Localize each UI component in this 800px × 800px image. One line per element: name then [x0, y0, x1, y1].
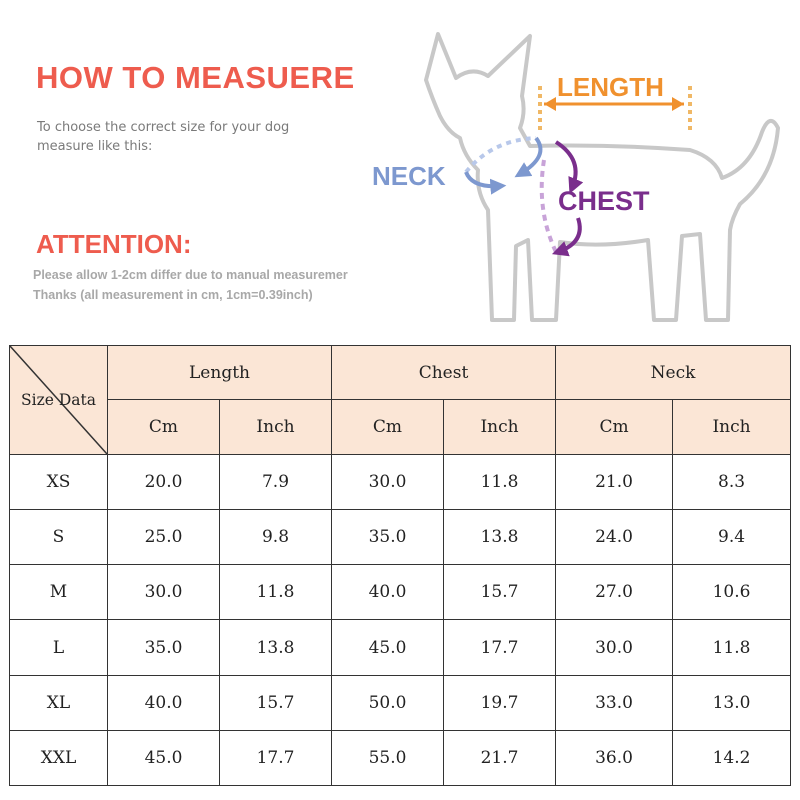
value-cell: 55.0 — [332, 730, 444, 785]
value-cell: 8.3 — [673, 455, 791, 510]
value-cell: 33.0 — [556, 675, 673, 730]
size-cell: XL — [10, 675, 108, 730]
group-header-row — [10, 346, 791, 400]
value-cell: 30.0 — [108, 565, 220, 620]
value-cell: 15.7 — [220, 675, 332, 730]
value-cell: 40.0 — [332, 565, 444, 620]
table-row — [10, 510, 791, 565]
table-row — [10, 565, 791, 620]
value-cell: 27.0 — [556, 565, 673, 620]
corner-label: Size Data — [21, 391, 96, 409]
value-cell: 45.0 — [108, 730, 220, 785]
intro-text — [37, 118, 367, 156]
neck-group-header: Neck — [556, 346, 791, 400]
value-cell: 40.0 — [108, 675, 220, 730]
value-cell: 13.8 — [220, 620, 332, 675]
attention-note — [33, 265, 395, 305]
neck-indicator — [372, 138, 540, 191]
value-cell: 15.7 — [444, 565, 556, 620]
value-cell: 24.0 — [556, 510, 673, 565]
table-row — [10, 455, 791, 510]
size-cell: XS — [10, 455, 108, 510]
table-row — [10, 620, 791, 675]
value-cell: 11.8 — [673, 620, 791, 675]
attention-line: Please allow 1-2cm differ due to manual measuremer — [33, 268, 348, 282]
value-cell: 45.0 — [332, 620, 444, 675]
unit-header: Cm — [108, 400, 220, 455]
size-cell: M — [10, 565, 108, 620]
value-cell: 21.7 — [444, 730, 556, 785]
value-cell: 50.0 — [332, 675, 444, 730]
size-data-corner — [10, 346, 108, 455]
unit-header-row — [10, 400, 791, 455]
value-cell: 30.0 — [556, 620, 673, 675]
attention-line: Thanks (all measurement in cm, 1cm=0.39inch) — [33, 288, 313, 302]
value-cell: 35.0 — [332, 510, 444, 565]
intro-line: measure like this: — [37, 139, 153, 154]
unit-header: Inch — [444, 400, 556, 455]
length-indicator — [540, 72, 690, 130]
value-cell: 10.6 — [673, 565, 791, 620]
value-cell: 19.7 — [444, 675, 556, 730]
length-group-header: Length — [108, 346, 332, 400]
table-row — [10, 730, 791, 785]
page-title: HOW TO MEASUERE — [36, 60, 355, 95]
unit-header: Cm — [332, 400, 444, 455]
value-cell: 20.0 — [108, 455, 220, 510]
value-cell: 35.0 — [108, 620, 220, 675]
size-cell: L — [10, 620, 108, 675]
value-cell: 11.8 — [220, 565, 332, 620]
chest-label: CHEST — [558, 186, 650, 216]
table-row — [10, 675, 791, 730]
unit-header: Cm — [556, 400, 673, 455]
value-cell: 7.9 — [220, 455, 332, 510]
size-cell: XXL — [10, 730, 108, 785]
chest-indicator — [542, 142, 650, 252]
value-cell: 17.7 — [444, 620, 556, 675]
attention-heading: ATTENTION: — [36, 229, 192, 259]
length-label: LENGTH — [557, 72, 664, 102]
value-cell: 21.0 — [556, 455, 673, 510]
unit-header: Inch — [220, 400, 332, 455]
value-cell: 13.0 — [673, 675, 791, 730]
dog-measurement-diagram — [360, 20, 790, 340]
intro-line: To choose the correct size for your dog — [37, 120, 290, 135]
value-cell: 17.7 — [220, 730, 332, 785]
neck-arrow — [466, 172, 500, 186]
neck-label: NECK — [372, 161, 446, 191]
chest-group-header: Chest — [332, 346, 556, 400]
chest-dash — [542, 160, 556, 252]
value-cell: 36.0 — [556, 730, 673, 785]
value-cell: 11.8 — [444, 455, 556, 510]
value-cell: 25.0 — [108, 510, 220, 565]
size-cell: S — [10, 510, 108, 565]
value-cell: 9.4 — [673, 510, 791, 565]
value-cell: 13.8 — [444, 510, 556, 565]
value-cell: 30.0 — [332, 455, 444, 510]
value-cell: 14.2 — [673, 730, 791, 785]
chest-arrow — [556, 142, 576, 188]
unit-header: Inch — [673, 400, 791, 455]
size-chart-table — [9, 345, 791, 786]
value-cell: 9.8 — [220, 510, 332, 565]
